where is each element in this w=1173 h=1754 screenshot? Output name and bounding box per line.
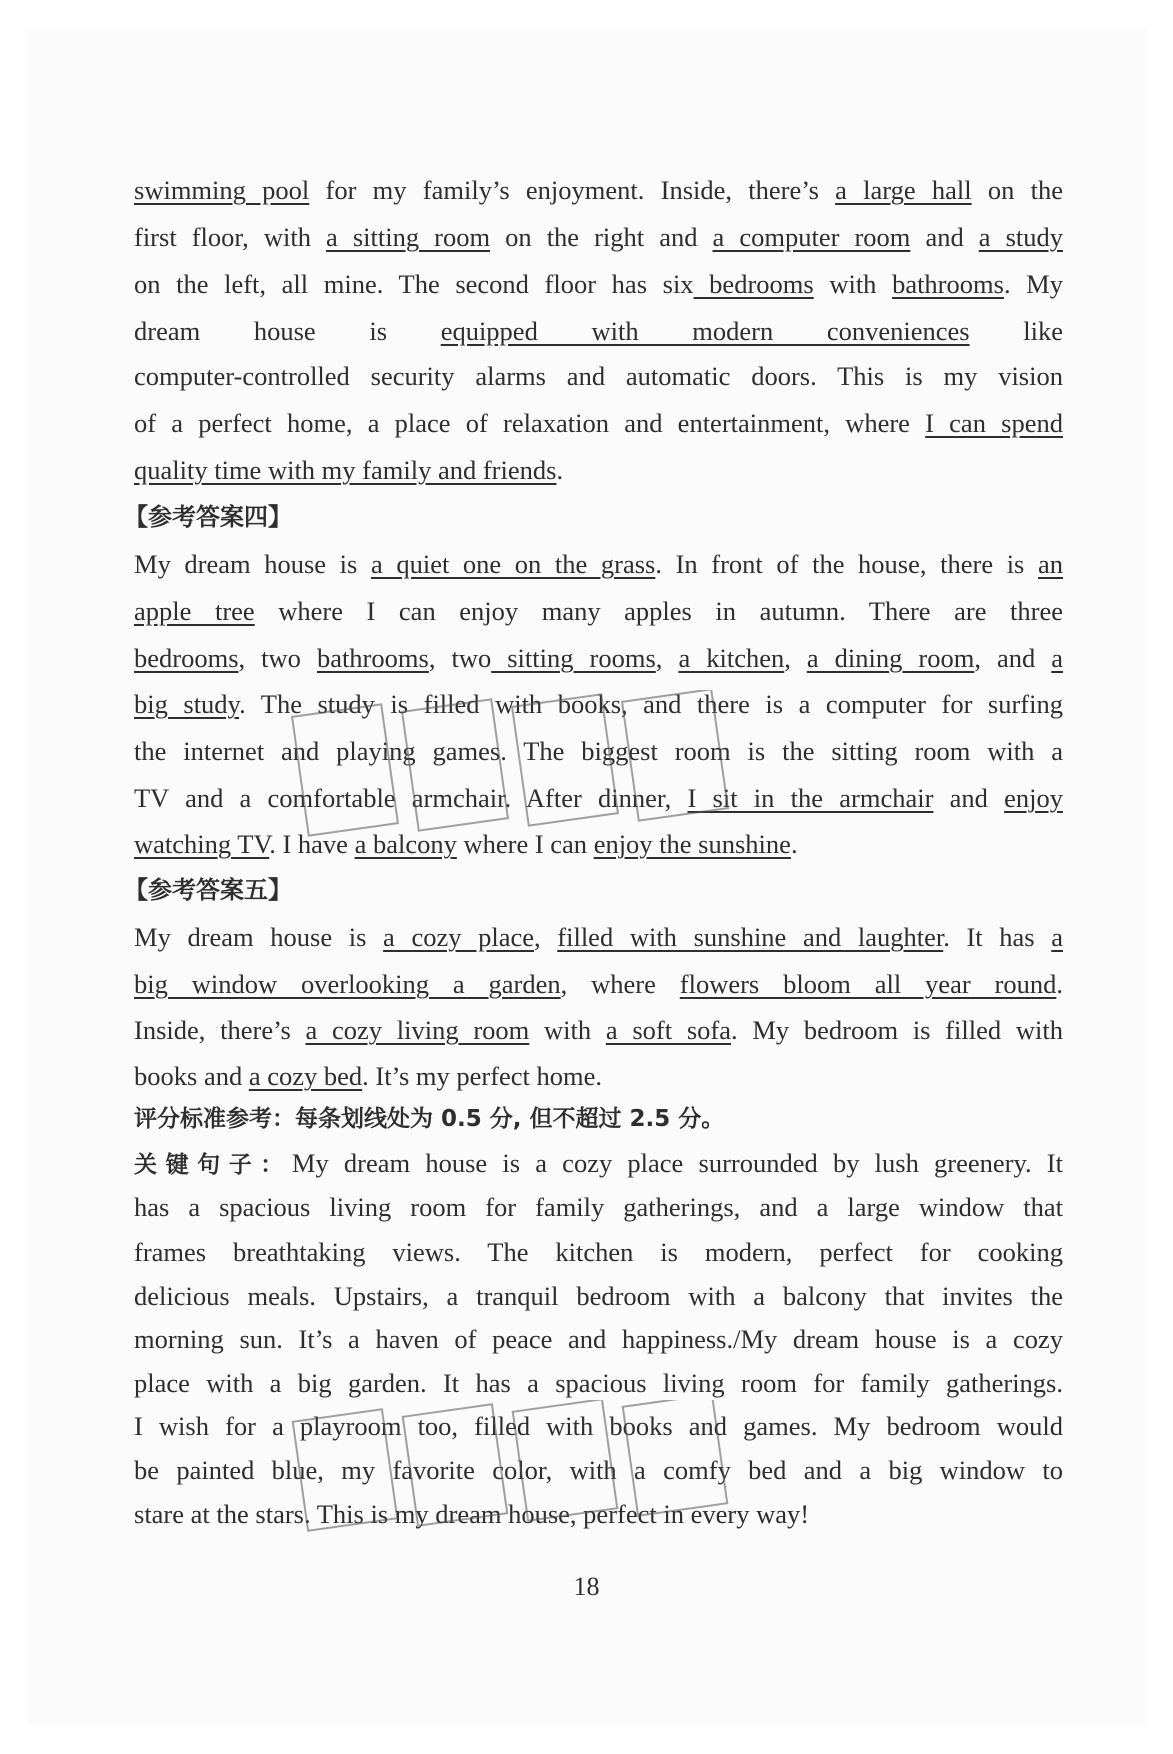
key-sentence-text: My dream house is a cozy place surrounded by lush greenery. It xyxy=(291,1148,1063,1178)
underlined-phrase: I sit in the armchair xyxy=(687,783,934,813)
text-segment: . The study is filled with books, and there is a computer for surfing xyxy=(239,689,1063,719)
key-sentence-text: stare at the stars. This is my dream house, perfect in every way! xyxy=(134,1499,810,1529)
underlined-phrase: a computer room xyxy=(712,222,911,252)
underlined-phrase: a study xyxy=(978,222,1063,252)
text-segment: where I can xyxy=(456,829,594,859)
text-segment: on the right and xyxy=(490,222,713,252)
text-segment: , xyxy=(534,922,558,952)
text-segment: , where xyxy=(560,969,680,999)
key-sentence-line xyxy=(134,1235,1063,1269)
text-line xyxy=(134,173,1063,207)
text-segment: books and xyxy=(134,1061,249,1091)
text-segment: on the left, all mine. The second floor has six xyxy=(134,269,694,299)
text-segment: like xyxy=(969,316,1063,346)
key-sentence-text: frames breathtaking views. The kitchen is modern, perfect for cooking xyxy=(134,1237,1063,1267)
underlined-phrase: a cozy living room xyxy=(305,1015,530,1045)
text-segment: . xyxy=(790,829,798,859)
text-segment: and xyxy=(910,222,979,252)
key-sentence-line xyxy=(134,1146,1063,1180)
text-segment: . My xyxy=(1003,269,1063,299)
text-line xyxy=(134,547,1063,581)
text-segment: My dream house is xyxy=(134,922,384,952)
text-line xyxy=(134,453,1063,487)
text-segment: and xyxy=(933,783,1005,813)
underlined-phrase: swimming pool xyxy=(134,175,310,205)
text-segment: on the xyxy=(971,175,1063,205)
text-line xyxy=(134,827,1063,861)
underlined-phrase: apple tree xyxy=(134,596,255,626)
key-sentence-text: delicious meals. Upstairs, a tranquil bedroom with a balcony that invites the xyxy=(134,1281,1063,1311)
text-segment: . I have xyxy=(269,829,355,859)
underlined-phrase: a soft sofa xyxy=(605,1015,731,1045)
text-segment: computer-controlled security alarms and automatic doors. This is my vision xyxy=(134,361,1063,391)
key-sentence-text: has a spacious living room for family gatherings, and a large window that xyxy=(134,1192,1063,1222)
text-segment: My dream house is xyxy=(134,549,371,579)
key-sentence-line xyxy=(134,1190,1063,1224)
text-segment: , xyxy=(784,643,807,673)
underlined-phrase: a cozy bed xyxy=(248,1061,363,1091)
underlined-phrase: quality time with my family and friends xyxy=(134,455,557,485)
text-segment: TV and a comfortable armchair. After dinner, xyxy=(134,783,688,813)
underlined-phrase: I can spend xyxy=(925,408,1063,438)
underlined-phrase: filled with sunshine and laughter xyxy=(557,922,944,952)
underlined-phrase: watching TV xyxy=(134,829,270,859)
underlined-phrase: a xyxy=(1051,643,1063,673)
text-segment: , two xyxy=(238,643,317,673)
key-sentence-text: morning sun. It’s a haven of peace and happiness./My dream house is a cozy xyxy=(134,1324,1063,1354)
underlined-phrase: big window overlooking a garden xyxy=(134,969,561,999)
key-sentence-line xyxy=(134,1366,1063,1400)
key-sentence-line xyxy=(134,1453,1063,1487)
text-line xyxy=(134,220,1063,254)
text-segment: dream house is xyxy=(134,316,441,346)
text-segment: , xyxy=(655,643,679,673)
underlined-phrase: a xyxy=(1051,922,1063,952)
text-segment: where I can enjoy many apples in autumn. There are three xyxy=(254,596,1063,626)
underlined-phrase: a kitchen xyxy=(678,643,785,673)
text-line xyxy=(134,920,1063,954)
text-segment: , two xyxy=(428,643,492,673)
text-line xyxy=(134,967,1063,1001)
underlined-phrase: bedrooms xyxy=(693,269,814,299)
key-sentence-text: place with a big garden. It has a spacious living room for family gatherings. xyxy=(134,1368,1063,1398)
text-segment: . xyxy=(1056,969,1063,999)
underlined-phrase: equipped with modern conveniences xyxy=(440,316,970,346)
section-heading-answer-4: 【参考答案四】 xyxy=(124,503,292,531)
underlined-phrase: a dining room xyxy=(806,643,975,673)
underlined-phrase: enjoy the sunshine xyxy=(593,829,791,859)
key-sentence-text: I wish for a playroom too, filled with books and games. My bedroom would xyxy=(134,1411,1063,1441)
text-line xyxy=(134,406,1063,440)
text-segment: with xyxy=(813,269,893,299)
underlined-phrase: bathrooms xyxy=(316,643,429,673)
page-number: 18 xyxy=(573,1572,600,1601)
underlined-phrase: flowers bloom all year round xyxy=(679,969,1057,999)
key-sentence-text: be painted blue, my favorite color, with a comfy bed and a big window to xyxy=(134,1455,1063,1485)
text-segment: . xyxy=(556,455,564,485)
text-line xyxy=(134,1059,1063,1093)
underlined-phrase: a large hall xyxy=(835,175,972,205)
key-sentence-line xyxy=(134,1409,1063,1443)
text-segment: . It’s my perfect home. xyxy=(362,1061,603,1091)
underlined-phrase: enjoy xyxy=(1004,783,1063,813)
text-line xyxy=(134,359,1063,393)
text-segment: . In front of the house, there is xyxy=(655,549,1038,579)
underlined-phrase: big study xyxy=(134,689,240,719)
text-line xyxy=(134,781,1063,815)
text-segment: with xyxy=(529,1015,606,1045)
text-segment: first floor, with xyxy=(134,222,327,252)
scoring-criteria: 评分标准参考：每条划线处为 0.5 分, 但不超过 2.5 分。 xyxy=(134,1106,725,1132)
text-line xyxy=(134,1013,1063,1047)
underlined-phrase: bathrooms xyxy=(892,269,1004,299)
key-sentence-line xyxy=(134,1322,1063,1356)
text-segment: for my family’s enjoyment. Inside, there’s xyxy=(309,175,836,205)
text-segment: . It has xyxy=(943,922,1052,952)
text-segment: , and xyxy=(974,643,1052,673)
text-line xyxy=(134,267,1063,301)
text-segment: Inside, there’s xyxy=(134,1015,306,1045)
underlined-phrase: an xyxy=(1037,549,1063,579)
text-line xyxy=(134,314,1063,348)
key-sentence-line xyxy=(134,1497,1063,1531)
section-heading-answer-5: 【参考答案五】 xyxy=(124,876,292,904)
key-sentences-label: 关键句子： xyxy=(134,1152,292,1178)
underlined-phrase: bedrooms xyxy=(134,643,239,673)
text-line xyxy=(134,594,1063,628)
underlined-phrase: a quiet one on the grass xyxy=(370,549,656,579)
underlined-phrase: a cozy place xyxy=(383,922,534,952)
text-line xyxy=(134,687,1063,721)
text-segment: the internet and playing games. The biggest room is the sitting room with a xyxy=(134,736,1063,766)
key-sentence-line xyxy=(134,1279,1063,1313)
underlined-phrase: sitting rooms xyxy=(491,643,656,673)
text-segment: . My bedroom is filled with xyxy=(730,1015,1063,1045)
text-line xyxy=(134,641,1063,675)
underlined-phrase: a balcony xyxy=(354,829,457,859)
text-segment: of a perfect home, a place of relaxation and entertainment, where xyxy=(134,408,926,438)
text-line xyxy=(134,734,1063,768)
underlined-phrase: a sitting room xyxy=(326,222,491,252)
